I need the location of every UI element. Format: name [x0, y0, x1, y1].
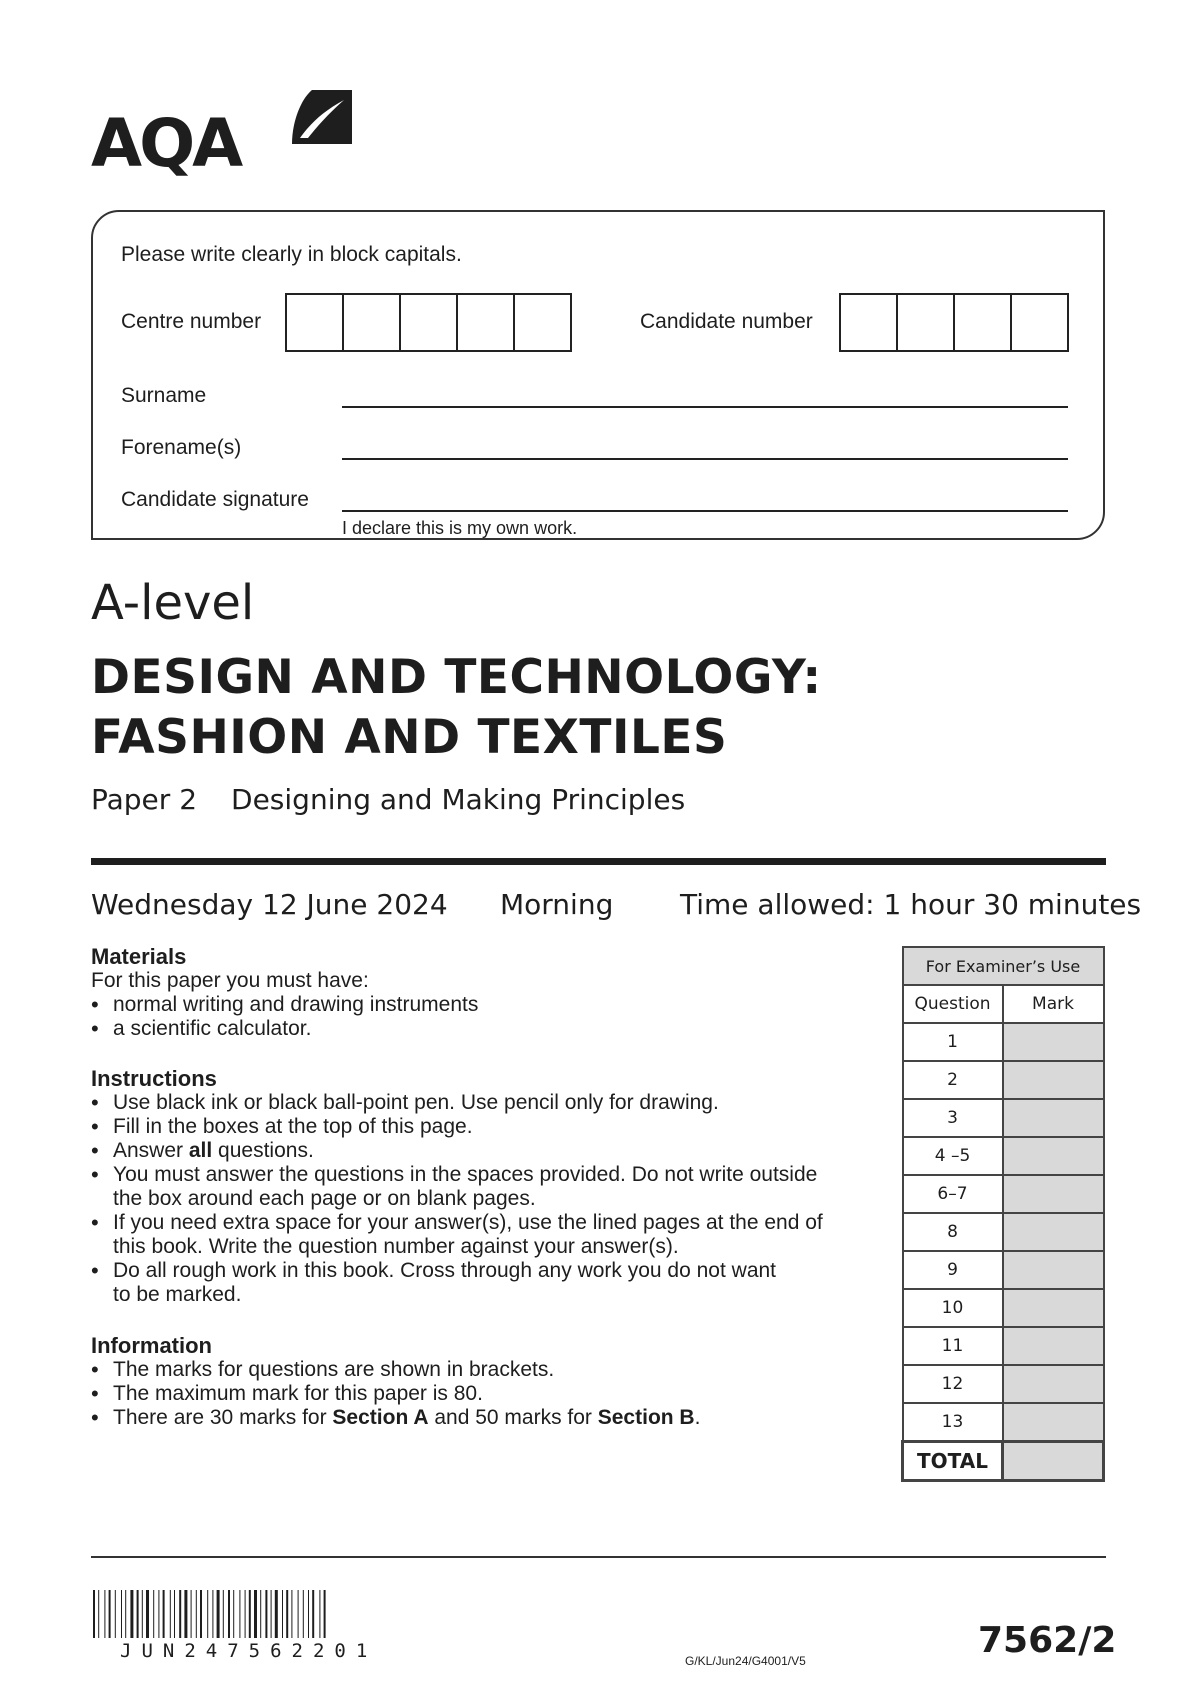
barcode-bar: [98, 1590, 99, 1638]
question-number: 6–7: [903, 1175, 1003, 1213]
barcode-bar: [319, 1590, 320, 1638]
materials-list: [91, 993, 891, 1041]
forenames-line[interactable]: [342, 458, 1068, 460]
barcode-bar: [184, 1590, 187, 1638]
mark-cell[interactable]: [1003, 1137, 1104, 1175]
barcode-bar: [191, 1590, 192, 1638]
mark-cell[interactable]: [1003, 1251, 1104, 1289]
mark-cell[interactable]: [1003, 1327, 1104, 1365]
centre-number-digit[interactable]: [344, 295, 401, 350]
barcode-bar: [200, 1590, 202, 1638]
list-item: [91, 1406, 891, 1430]
information-list: [91, 1358, 891, 1430]
question-number: 11: [903, 1327, 1003, 1365]
question-number: 4 –5: [903, 1137, 1003, 1175]
barcode-bar: [286, 1590, 288, 1638]
barcode-bar: [109, 1590, 111, 1638]
centre-number-digit[interactable]: [515, 295, 570, 350]
item-text: Answer: [113, 1139, 189, 1162]
candidate-number-digit[interactable]: [955, 295, 1012, 350]
question-number: 1: [903, 1023, 1003, 1061]
surname-line[interactable]: [342, 406, 1068, 408]
qualification-level: A-level: [91, 575, 255, 631]
subject-title-line2: FASHION AND TEXTILES: [91, 710, 728, 765]
barcode-bar: [245, 1590, 246, 1638]
barcode: [93, 1590, 473, 1638]
table-row: [903, 1137, 1104, 1175]
information-heading: Information: [91, 1333, 212, 1358]
barcode-bar: [291, 1590, 292, 1638]
paper-code: 7562/2: [978, 1620, 1117, 1661]
barcode-bar: [271, 1590, 272, 1638]
materials-intro: For this paper you must have:: [91, 969, 369, 992]
item-text: the box around each page or on blank pages.: [113, 1187, 536, 1210]
question-number: 12: [903, 1365, 1003, 1403]
forenames-label: Forename(s): [121, 436, 242, 459]
item-text-bold: Section B: [597, 1406, 695, 1429]
barcode-bar: [170, 1590, 171, 1638]
item-text-bold: all: [188, 1139, 213, 1162]
barcode-bar: [298, 1590, 299, 1638]
mark-cell[interactable]: [1003, 1403, 1104, 1442]
barcode-bar: [223, 1590, 224, 1638]
aqa-logo: AQA: [91, 105, 241, 182]
signature-label: Candidate signature: [121, 488, 309, 511]
item-text: There are 30 marks for: [113, 1406, 333, 1429]
exam-session: Morning: [500, 888, 614, 921]
list-item: • Use black ink or black ball-point pen. Use pencil only for drawing.: [91, 1091, 891, 1115]
item-text: .: [694, 1406, 701, 1429]
centre-number-digit[interactable]: [401, 295, 458, 350]
barcode-bar: [142, 1590, 143, 1638]
barcode-bar: [312, 1590, 314, 1638]
time-allowed: Time allowed: 1 hour 30 minutes: [680, 888, 1142, 921]
table-row: [903, 1213, 1104, 1251]
examiner-table-title: For Examiner’s Use: [903, 947, 1104, 985]
barcode-bar: [130, 1590, 133, 1638]
barcode-bar: [153, 1590, 154, 1638]
list-item: [91, 1259, 891, 1307]
list-item: • a scientific calculator.: [91, 1017, 891, 1041]
candidate-number-digit[interactable]: [841, 295, 898, 350]
surname-label: Surname: [121, 384, 207, 407]
centre-number-label: Centre number: [121, 310, 262, 333]
mark-cell[interactable]: [1003, 1175, 1104, 1213]
total-label: TOTAL: [903, 1442, 1003, 1481]
list-item: [91, 1211, 891, 1259]
list-item: • The maximum mark for this paper is 80.: [91, 1382, 891, 1406]
paper-heading: [91, 783, 685, 816]
question-number: 9: [903, 1251, 1003, 1289]
list-item: • Fill in the boxes at the top of this page.: [91, 1115, 891, 1139]
question-number: 10: [903, 1289, 1003, 1327]
mark-cell[interactable]: [1003, 1213, 1104, 1251]
subject-title: [91, 648, 822, 768]
item-text: Do all rough work in this book. Cross through any work you do not want: [113, 1259, 777, 1282]
candidate-number-label: Candidate number: [640, 310, 813, 333]
signature-line[interactable]: [342, 510, 1068, 512]
mark-cell[interactable]: [1003, 1099, 1104, 1137]
list-item: [91, 1163, 891, 1211]
table-row: [903, 1099, 1104, 1137]
barcode-bar: [239, 1590, 240, 1638]
mark-cell[interactable]: [1003, 1365, 1104, 1403]
question-number: 3: [903, 1099, 1003, 1137]
mark-cell[interactable]: [1003, 1061, 1104, 1099]
centre-number-digit[interactable]: [458, 295, 515, 350]
paper-number: Paper 2: [91, 783, 198, 816]
total-mark-cell[interactable]: [1003, 1442, 1104, 1481]
table-row: [903, 1365, 1104, 1403]
table-row: [903, 1327, 1104, 1365]
barcode-bar: [254, 1590, 257, 1638]
item-text: this book. Write the question number against your answer(s).: [113, 1235, 679, 1258]
declaration-text: I declare this is my own work.: [342, 518, 578, 538]
footer-divider: [91, 1556, 1106, 1558]
barcode-bar: [233, 1590, 234, 1638]
divider: [91, 858, 1106, 865]
mark-cell[interactable]: [1003, 1023, 1104, 1061]
list-item: • The marks for questions are shown in brackets.: [91, 1358, 891, 1382]
question-column-header: Question: [903, 985, 1003, 1023]
list-item: [91, 1139, 891, 1163]
item-text: to be marked.: [113, 1283, 242, 1306]
table-row: [903, 1061, 1104, 1099]
document-reference: G/KL/Jun24/G4001/V5: [685, 1654, 806, 1668]
barcode-bar: [228, 1590, 230, 1638]
barcode-bar: [207, 1590, 208, 1638]
candidate-number-digit[interactable]: [898, 295, 955, 350]
barcode-bar: [275, 1590, 278, 1638]
barcode-bar: [137, 1590, 139, 1638]
total-row: [903, 1442, 1104, 1481]
barcode-bar: [212, 1590, 213, 1638]
mark-cell[interactable]: [1003, 1289, 1104, 1327]
centre-number-boxes[interactable]: [285, 293, 572, 352]
barcode-bar: [146, 1590, 149, 1638]
item-text: If you need extra space for your answer(s), use the lined pages at the end of: [113, 1211, 823, 1234]
list-item: • normal writing and drawing instruments: [91, 993, 891, 1017]
block-capitals-instruction: Please write clearly in block capitals.: [121, 243, 462, 266]
centre-number-digit[interactable]: [287, 295, 344, 350]
examiner-use-table: [901, 946, 1105, 1482]
barcode-bar: [104, 1590, 105, 1638]
question-number: 8: [903, 1213, 1003, 1251]
item-text-bold: Section A: [332, 1406, 429, 1429]
barcode-bar: [174, 1590, 175, 1638]
item-text: You must answer the questions in the spaces provided. Do not write outside: [113, 1163, 818, 1186]
instructions-heading: Instructions: [91, 1066, 217, 1091]
exam-date: Wednesday 12 June 2024: [91, 888, 448, 921]
barcode-bar: [303, 1590, 304, 1638]
instructions-list: [91, 1091, 891, 1307]
barcode-bar: [324, 1590, 326, 1638]
barcode-bar: [249, 1590, 251, 1638]
barcode-bar: [125, 1590, 126, 1638]
question-number: 13: [903, 1403, 1003, 1442]
barcode-bar: [282, 1590, 283, 1638]
materials-heading: Materials: [91, 944, 187, 969]
candidate-number-boxes[interactable]: [839, 293, 1069, 352]
barcode-bar: [260, 1590, 261, 1638]
item-text: and 50 marks for: [428, 1406, 598, 1429]
barcode-bar: [308, 1590, 309, 1638]
table-row: [903, 1175, 1104, 1213]
barcode-bar: [179, 1590, 181, 1638]
table-row: [903, 1251, 1104, 1289]
barcode-bar: [265, 1590, 267, 1638]
mark-column-header: Mark: [1003, 985, 1104, 1023]
barcode-bar: [196, 1590, 197, 1638]
barcode-digits: JUN247562201: [120, 1640, 378, 1662]
barcode-bar: [158, 1590, 159, 1638]
table-row: [903, 1289, 1104, 1327]
barcode-bar: [217, 1590, 220, 1638]
table-row: [903, 1023, 1104, 1061]
question-number: 2: [903, 1061, 1003, 1099]
subject-title-line1: DESIGN AND TECHNOLOGY:: [91, 650, 822, 705]
barcode-bar: [115, 1590, 116, 1638]
barcode-bar: [93, 1590, 95, 1638]
table-row: [903, 1403, 1104, 1442]
candidate-number-digit[interactable]: [1012, 295, 1067, 350]
item-text: questions.: [212, 1139, 314, 1162]
barcode-bar: [121, 1590, 122, 1638]
aqa-leaf-icon: [292, 90, 352, 144]
barcode-bar: [163, 1590, 165, 1638]
paper-title: Designing and Making Principles: [231, 783, 686, 816]
